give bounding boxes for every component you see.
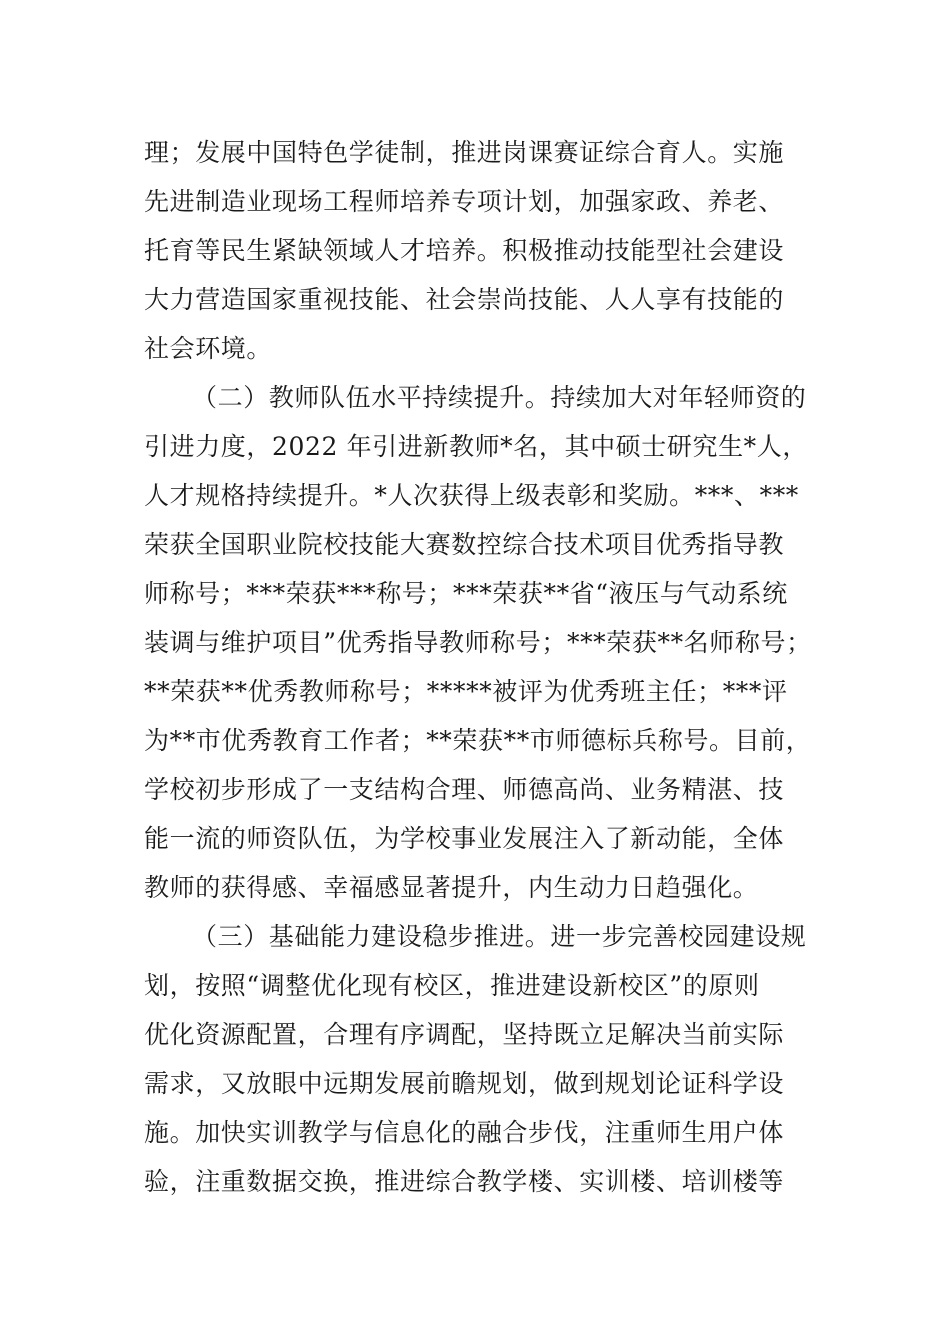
text-line: 优化资源配置，合理有序调配，坚持既立足解决当前实际 xyxy=(144,1020,785,1049)
text-line: 学校初步形成了一支结构合理、师德高尚、业务精湛、技 xyxy=(144,775,785,804)
text-line: 荣获全国职业院校技能大赛数控综合技术项目优秀指导教 xyxy=(144,530,785,559)
text-line: 划，按照“调整优化现有校区，推进建设新校区”的原则 xyxy=(144,971,760,1000)
text-line: 托育等民生紧缺领域人才培养。积极推动技能型社会建设 xyxy=(144,236,785,265)
paragraph-heading-2: （二）教师队伍水平持续提升。持续加大对年轻师资的 xyxy=(192,383,807,412)
text-line: 为**市优秀教育工作者；**荣获**市师德标兵称号。目前， xyxy=(144,726,812,755)
text-line: 教师的获得感、幸福感显著提升，内生动力日趋强化。 xyxy=(144,873,759,902)
text-line: 验，注重数据交换，推进综合教学楼、实训楼、培训楼等 xyxy=(144,1167,785,1196)
text-line: 引进力度，2022 年引进新教师*名，其中硕士研究生*人， xyxy=(144,432,808,461)
text-line: 人才规格持续提升。*人次获得上级表彰和奖励。***、*** xyxy=(144,481,799,510)
text-line: 装调与维护项目”优秀指导教师称号；***荣获**名师称号； xyxy=(144,628,812,657)
text-line: 社会环境。 xyxy=(144,334,273,363)
text-line: 师称号；***荣获***称号；***荣获**省“液压与气动系统 xyxy=(144,579,788,608)
text-line: 理；发展中国特色学徒制，推进岗课赛证综合育人。实施 xyxy=(144,138,785,167)
body-text xyxy=(144,128,864,1206)
text-line: **荣获**优秀教师称号；*****被评为优秀班主任；***评 xyxy=(144,677,788,706)
text-line: 施。加快实训教学与信息化的融合步伐，注重师生用户体 xyxy=(144,1118,785,1147)
text-line: 能一流的师资队伍，为学校事业发展注入了新动能，全体 xyxy=(144,824,785,853)
text-line: 大力营造国家重视技能、社会崇尚技能、人人享有技能的 xyxy=(144,285,785,314)
paragraph-heading-3: （三）基础能力建设稳步推进。进一步完善校园建设规 xyxy=(192,922,807,951)
text-line: 需求，又放眼中远期发展前瞻规划，做到规划论证科学设 xyxy=(144,1069,785,1098)
text-line: 先进制造业现场工程师培养专项计划，加强家政、养老、 xyxy=(144,187,785,216)
